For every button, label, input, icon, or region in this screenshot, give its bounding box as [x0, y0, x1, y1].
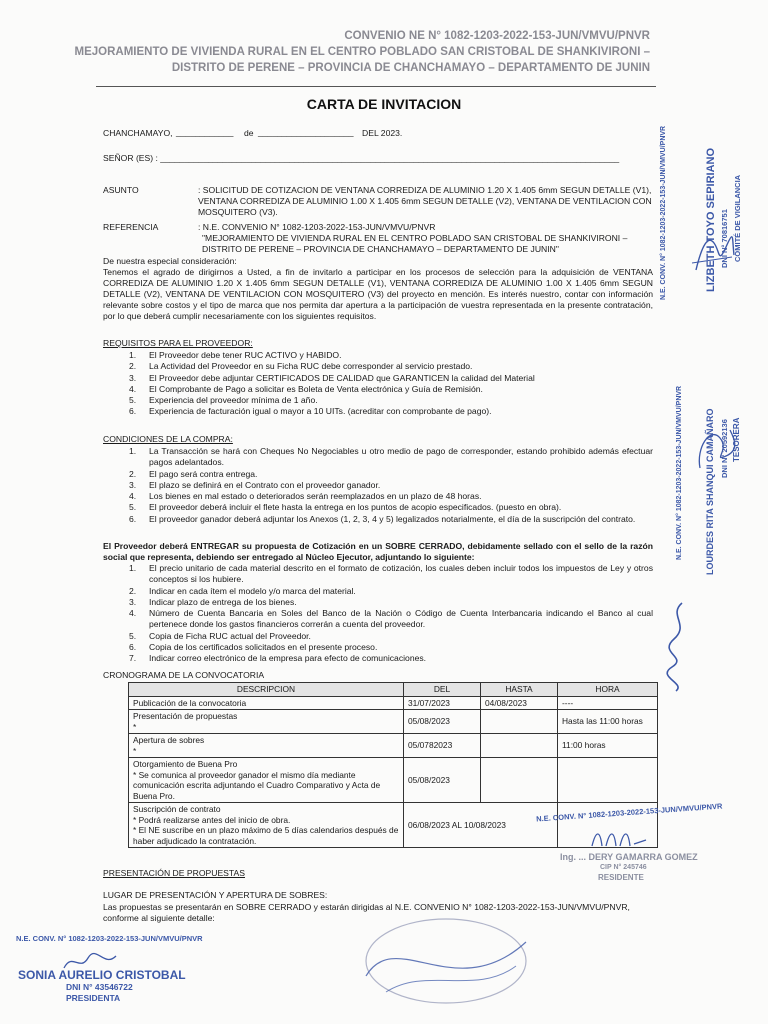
condicion-item	[103, 480, 653, 491]
signature-tesorera	[690, 418, 738, 478]
entrega-item-number: 3.	[129, 596, 137, 607]
condicion-item-number: 1.	[129, 446, 137, 456]
cronograma-cell-desc: Apertura de sobres *	[129, 734, 404, 758]
entrega-item	[103, 608, 653, 631]
cronograma-cell-desc: Otorgamiento de Buena Pro * Se comunica al proveedor ganador el mismo día mediante comunicación escrita adjuntando el Cuadro Comparativo y Acta de Buena Pro.	[129, 758, 404, 803]
signature-margin	[662, 595, 696, 695]
signature-vigilancia	[688, 225, 738, 280]
cronograma-cell-del: 05/0782023	[404, 734, 481, 758]
requisito-item-text: La Actividad del Proveedor en su Ficha RUC debe corresponder al servicio prestado.	[149, 361, 473, 372]
cronograma-cell-del: 06/08/2023 AL 10/08/2023	[404, 803, 558, 848]
stamp-presidenta-role: PRESIDENTA	[66, 993, 121, 1003]
cronograma-row	[129, 758, 658, 803]
stamp-vigilancia-dni: DNI N° 70816751	[720, 209, 729, 268]
presentacion-heading: PRESENTACIÓN DE PROPUESTAS	[103, 868, 245, 878]
requisito-item-number: 6.	[129, 406, 137, 417]
signature-presidenta	[60, 950, 120, 974]
stamp-tesorera-name: LOURDES RITA SHANQUI CAMAÑARO	[705, 408, 715, 575]
condicion-item	[103, 446, 653, 469]
cronograma-cell-hasta	[481, 710, 558, 734]
header-convenio: CONVENIO NE N° 1082-1203-2022-153-JUN/VMVU/PNVR	[344, 30, 650, 42]
stamp-presidenta-dni: DNI N° 43546722	[66, 982, 133, 992]
cronograma-row	[129, 734, 658, 758]
condicion-item-number: 3.	[129, 479, 137, 490]
requisito-item-text: Experiencia de facturación igual o mayor a 10 UITs. (acreditar con comprobante de pago).	[149, 406, 492, 417]
requisitos-list	[103, 350, 653, 418]
entrega-item-number: 4.	[129, 608, 137, 619]
condicion-item-number: 6.	[129, 513, 137, 524]
stamp-tesorera-dni: DNI N° 20592136	[720, 419, 729, 478]
entrega-item-text: Indicar correo electrónico de la empresa para efecto de comunicaciones.	[149, 653, 427, 664]
col-hora: HORA	[558, 683, 658, 697]
entrega-item	[103, 631, 653, 642]
entrega-item	[103, 563, 653, 586]
requisitos-heading: REQUISITOS PARA EL PROVEEDOR:	[103, 338, 253, 348]
condiciones-list	[103, 446, 653, 525]
header-divider	[96, 86, 656, 87]
stamp-presidenta-name: SONIA AURELIO CRISTOBAL	[18, 968, 186, 982]
condicion-item-text: El plazo se definirá en el Contrato con el proveedor ganador.	[149, 479, 381, 490]
cronograma-cell-hora: Hasta las 11:00 horas	[558, 710, 658, 734]
requisito-item-number: 2.	[129, 361, 137, 372]
requisito-item-number: 4.	[129, 383, 137, 394]
asunto-line-1: : SOLICITUD DE COTIZACION DE VENTANA CORREDIZA DE ALUMINIO 1.20 X 1.405 6mm SEGUN DETALLE (V1),	[198, 185, 652, 195]
entrega-item-text: Indicar en cada ítem el modelo y/o marca del material.	[149, 585, 356, 596]
requisito-item	[103, 373, 653, 384]
condicion-item-number: 4.	[129, 491, 137, 502]
cronograma-cell-hora: ----	[558, 696, 658, 710]
condicion-item-text: El proveedor deberá incluir el flete hasta la entrega en los puntos de acopio especificados. (puesto en obra).	[149, 502, 562, 513]
referencia-line-1: : N.E. CONVENIO N° 1082-1203-2022-153-JUN/VMVU/PNVR	[198, 222, 436, 232]
condicion-item	[103, 469, 653, 480]
requisito-item-text: El Proveedor debe tener RUC ACTIVO y HABIDO.	[149, 350, 342, 360]
entrega-item	[103, 642, 653, 653]
condicion-item-number: 2.	[129, 468, 137, 479]
cronograma-heading: CRONOGRAMA DE LA CONVOCATORIA	[103, 670, 265, 680]
cronograma-cell-hora	[558, 758, 658, 803]
entrega-item-number: 7.	[129, 653, 137, 664]
stamp-ne-vertical-mid: N.E. CONV. N° 1082-1203-2022-153-JUN/VMVU/PNVR	[676, 385, 683, 560]
condicion-item-text: La Transacción se hará con Cheques No Negociables u otro medio de pago de corresponder, estando prohibido además efectuar pagos adelantados.	[149, 446, 653, 468]
cronograma-cell-del: 05/08/2023	[404, 758, 481, 803]
senor-line: SEÑOR (ES) : ________________________________________________________________________________________________	[103, 153, 620, 163]
date-year: DEL 2023.	[362, 128, 403, 138]
lugar-text-1: Las propuestas se presentarán en SOBRE CERRADO y estarán dirigidas al N.E. CONVENIO N° 1082-1203-2022-153-JUN/VMVU/PNVR,	[103, 902, 630, 912]
stamp-residente-name: Ing. ... DERY GAMARRA GOMEZ	[560, 852, 698, 862]
condicion-item	[103, 491, 653, 502]
cronograma-cell-del: 05/08/2023	[404, 710, 481, 734]
asunto-label: ASUNTO	[103, 185, 139, 195]
greeting: De nuestra especial consideración:	[103, 256, 237, 266]
referencia-label: REFERENCIA	[103, 222, 159, 232]
asunto-line-3: MOSQUITERO (V3).	[198, 207, 278, 217]
header-project-line: MEJORAMIENTO DE VIVIENDA RURAL EN EL CENTRO POBLADO SAN CRISTOBAL DE SHANKIVIRONI –	[74, 46, 650, 58]
stamp-vigilancia-name: LIZBETH TOYO SEPIRIANO	[705, 147, 717, 292]
page-title: CARTA DE INVITACION	[306, 96, 462, 112]
stamp-residente-cip: CIP N° 245746	[600, 864, 647, 871]
signature-residente	[588, 822, 648, 854]
col-hasta: HASTA	[481, 683, 558, 697]
stamp-ne-horizontal-bottom: N.E. CONV. N° 1082-1203-2022-153-JUN/VMVU/PNVR	[16, 934, 203, 943]
cronograma-cell-hasta: 04/08/2023	[481, 696, 558, 710]
entrega-item-text: Copia de los certificados solicitados en el presente proceso.	[149, 642, 378, 653]
requisito-item-text: El Proveedor debe adjuntar CERTIFICADOS DE CALIDAD que GARANTICEN la calidad del Material	[149, 372, 535, 383]
cronograma-cell-desc: Suscripción de contrato * Podrá realizarse antes del inicio de obra. * El NE suscribe en un plazo máximo de 5 días calendarios después de haber adjudicado la contratación.	[129, 803, 404, 848]
referencia-line-2: "MEJORAMIENTO DE VIVIENDA RURAL EN EL CENTRO POBLADO SAN CRISTOBAL DE SHANKIVIRONI –	[202, 233, 628, 243]
entrega-item-number: 6.	[129, 642, 137, 653]
cronograma-cell-hasta	[481, 734, 558, 758]
entrega-item-text: Copia de Ficha RUC actual del Proveedor.	[149, 630, 311, 641]
cronograma-row	[129, 710, 658, 734]
requisito-item-number: 1.	[129, 350, 137, 360]
requisito-item	[103, 395, 653, 406]
entrega-item-number: 5.	[129, 630, 137, 641]
date-place: CHANCHAMAYO,	[103, 128, 173, 138]
requisito-item-text: El Comprobante de Pago a solicitar es Boleta de Venta electrónica y Guía de Remisión.	[149, 383, 483, 394]
date-blank-day: ____________	[176, 127, 234, 137]
stamp-ne-horizontal-mid: N.E. CONV. N° 1082-1203-2022-153-JUN/VMVU/PNVR	[535, 801, 723, 824]
condicion-item-number: 5.	[129, 502, 137, 513]
requisito-item-number: 3.	[129, 372, 137, 383]
intro-paragraph: Tenemos el agrado de dirigirnos a Usted, a fin de invitarlo a participar en los procesos de selección para la adquisición de VENTANA CORREDIZA DE ALUMINIO 1.20 X 1.405 6mm SEGUN DETALLE (V1), VENTANA CORREDIZA DE ALUMINIO 1.00 X 1.405 6mm SEGUN DETALLE (V2), VENTANA DE VENTILACION CON MOSQUITERO (V3) del proyecto en mención. Es interés nuestro, contar con información relevante sobre costos y el tipo de marca que nos permita dar apertura a la participación de vuestra representada en la presente contratación, por lo que deberá cumplir necesariamente con los siguientes requisitos.	[103, 267, 653, 321]
condiciones-heading: CONDICIONES DE LA COMPRA:	[103, 434, 233, 444]
requisito-item	[103, 350, 653, 361]
col-descripcion: DESCRIPCION	[129, 683, 404, 697]
referencia-line-3: DISTRITO DE PERENE – PROVINCIA DE CHANCHAMAYO – DEPARTAMENTO DE JUNIN"	[202, 244, 559, 254]
entrega-item-text: El precio unitario de cada material descrito en el formato de cotización, los cuales deben incluir todos los impuestos de Ley y otros conceptos si los hubiere.	[149, 563, 653, 585]
lugar-text-2: conforme al siguiente detalle:	[103, 913, 215, 923]
condicion-item-text: El pago será contra entrega.	[149, 468, 258, 479]
col-del: DEL	[404, 683, 481, 697]
stamp-residente-role: RESIDENTE	[598, 873, 644, 882]
cronograma-row	[129, 696, 658, 710]
condicion-item-text: El proveedor ganador deberá adjuntar los Anexos (1, 2, 3, 4 y 5) legalizados notarialmente, el día de la suscripción del contrato.	[149, 513, 636, 524]
date-de: de	[244, 128, 254, 138]
entrega-intro: El Proveedor deberá ENTREGAR su propuesta de Cotización en un SOBRE CERRADO, debidamente sellado con el sello de la razón social que representa, debiendo ser entregado al Núcleo Ejecutor, adjuntando lo siguiente:	[103, 541, 653, 562]
entrega-item	[103, 586, 653, 597]
cronograma-cell-desc: Presentación de propuestas *	[129, 710, 404, 734]
cronograma-cell-hora: 11:00 horas	[558, 734, 658, 758]
entrega-list	[103, 563, 653, 665]
requisito-item-text: Experiencia del proveedor mínima de 1 año.	[149, 395, 318, 406]
condicion-item	[103, 502, 653, 513]
lugar-heading: LUGAR DE PRESENTACIÓN Y APERTURA DE SOBRES:	[103, 890, 328, 900]
cronograma-table	[128, 682, 658, 848]
requisito-item	[103, 361, 653, 372]
cronograma-row	[129, 803, 658, 848]
requisito-item	[103, 384, 653, 395]
condicion-item-text: Los bienes en mal estado o deteriorados serán reemplazados en un plazo de 48 horas.	[149, 491, 482, 502]
condicion-item	[103, 514, 653, 525]
requisito-item	[103, 406, 653, 417]
stamp-tesorera-role: TESORERA	[732, 417, 741, 462]
entrega-item-number: 1.	[129, 563, 137, 573]
requisito-item-number: 5.	[129, 395, 137, 406]
cronograma-cell-del: 31/07/2023	[404, 696, 481, 710]
asunto-line-2: VENTANA CORREDIZA DE ALUMINIO 1.00 X 1.405 6mm SEGUN DETALLE (V2), VENTANA DE VENTILACION CON	[198, 196, 652, 206]
entrega-item-text: Número de Cuenta Bancaria en Soles del Banco de la Nación o Código de Cuenta Interbancaria indicando el Banco al cual pertenece donde los gastos financieros correrán a cuenta del proveedor.	[149, 608, 653, 630]
cronograma-cell-desc: Publicación de la convocatoria	[129, 696, 404, 710]
entrega-item-text: Indicar plazo de entrega de los bienes.	[149, 596, 297, 607]
header-location-line: DISTRITO DE PERENE – PROVINCIA DE CHANCHAMAYO – DEPARTAMENTO DE JUNIN	[171, 62, 650, 74]
faint-seal-bottom	[336, 906, 556, 1016]
stamp-vigilancia-role: COMITÉ DE VIGILANCIA	[733, 174, 742, 262]
entrega-item	[103, 653, 653, 664]
stamp-ne-vertical-top: N.E. CONV. N° 1082-1203-2022-153-JUN/VMVU/PNVR	[660, 125, 667, 300]
cronograma-cell-hasta	[481, 758, 558, 803]
entrega-item-number: 2.	[129, 585, 137, 596]
entrega-item	[103, 597, 653, 608]
date-blank-month: ____________________	[258, 127, 354, 137]
